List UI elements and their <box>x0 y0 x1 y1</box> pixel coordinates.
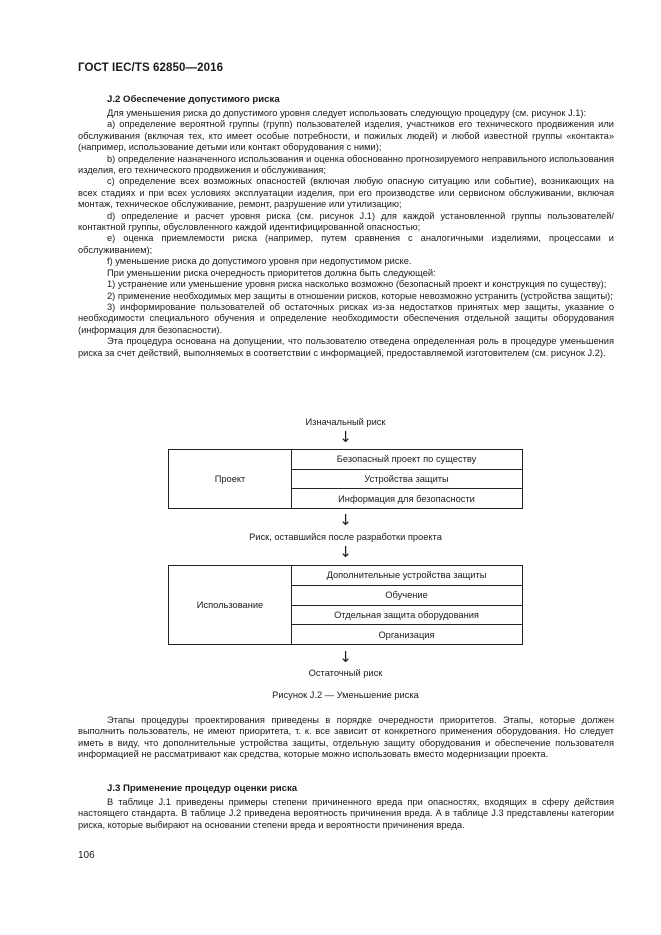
list-item-a: a) определение вероятной группы (групп) пользователей изделия, участников его технического продвижения или обслуживания (включая тех, кто имеет особые потребности, и пожилых людей) и любой известной группы «контакта» (например, использование детьми или контакт оборудования с ними); <box>78 119 614 153</box>
design-label: Проект <box>169 450 292 508</box>
list-item-e: e) оценка приемлемости риска (например, путем сравнения с аналогичными изделиями, процессами и обслуживанием); <box>78 233 614 255</box>
page-number: 106 <box>78 850 95 861</box>
list-item-c: c) определение всех возможных опасностей (включая любую опасную ситуацию или событие), возникающих на всех стадиях и при всех условиях эксплуатации изделия, при его производстве или сервисном обслуживании, включая монтаж, техническое обслуживание, ремонт, разрушение или утилизацию; <box>78 176 614 210</box>
section-j3-title: J.3 Применение процедур оценки риска <box>107 783 298 794</box>
design-box <box>168 449 523 509</box>
residual-risk-label: Остаточный риск <box>308 668 383 678</box>
paragraph: Для уменьшения риска до допустимого уровня следует использовать следующую процедуру (см. рисунок J.1): <box>107 108 587 118</box>
use-row: Организация <box>378 629 435 640</box>
paragraph: Эта процедура основана на допущении, что пользователю отведена определенная роль в процедуре уменьшения риска за счет действий, выполняемых в соответствии с информацией, предоставляемой изготовителем (см. рисунок J.2). <box>78 336 614 358</box>
document-header: ГОСТ IEC/TS 62850—2016 <box>78 62 224 74</box>
design-row: Устройства защиты <box>291 470 522 490</box>
after-figure-body <box>78 715 614 761</box>
section-j3-body <box>78 797 614 831</box>
initial-risk-label: Изначальный риск <box>305 417 386 427</box>
use-box <box>168 565 523 645</box>
arrow-down-icon: ↓ <box>339 428 352 446</box>
paragraph: Этапы процедуры проектирования приведены в порядке очередности приоритетов. Этапы, которые должен выполнить пользователь, не имеют приоритета, т. к. все зависит от конкретного применения оборудования. Но следует иметь в виду, что дополнительные устройства защиты, отдельную защиту оборудования и обеспечение пользователя информацией не рассматривают как средства, которые можно использовать вместо модернизации проекта. <box>78 715 614 760</box>
list-item-b: b) определение назначенного использования и оценка обоснованно прогнозируемого неправильного использования изделия, его технического продвижения и обслуживания; <box>78 153 614 176</box>
arrow-down-icon: ↓ <box>339 543 352 561</box>
design-row: Информация для безопасности <box>338 493 475 504</box>
use-row: Обучение <box>291 586 522 606</box>
list-item-d: d) определение и расчет уровня риска (см. рисунок J.1) для каждой установленной группы пользователей/контактной группы, обусловленного каждой идентифицированной опасностью; <box>78 210 614 233</box>
use-label: Использование <box>169 566 292 644</box>
section-j2-body <box>78 108 614 359</box>
use-row: Дополнительные устройства защиты <box>291 566 522 586</box>
design-row: Безопасный проект по существу <box>291 450 522 470</box>
paragraph: В таблице J.1 приведены примеры степени причиненного вреда при опасностях, входящих в сферу действия настоящего стандарта. В таблице J.2 приведена вероятность причинения вреда. А в таблице J.3 представлены категории риска, которые выбирают на основании степени вреда и вероятности причинения вреда. <box>78 797 614 830</box>
arrow-down-icon: ↓ <box>339 511 352 529</box>
arrow-down-icon: ↓ <box>339 648 352 666</box>
priority-item-3: 3) информирование пользователей об остаточных рисках из-за недостатков принятых мер защиты, указание о необходимости специального обучения и определение необходимости обеспечения отдельной защиты оборудования (информация для безопасности). <box>78 301 614 335</box>
list-item-f: f) уменьшение риска до допустимого уровня при недопустимом риске. <box>107 256 412 267</box>
priority-item-2: 2) применение необходимых мер защиты в отношении рисков, которые невозможно устранить (устройства защиты); <box>107 290 613 301</box>
priority-item-1: 1) устранение или уменьшение уровня риска насколько возможно (безопасный проект и конструкция по существу); <box>107 279 607 290</box>
after-design-risk-label: Риск, оставшийся после разработки проекта <box>249 532 442 542</box>
figure-caption: Рисунок J.2 — Уменьшение риска <box>272 690 419 700</box>
paragraph: При уменьшении риска очередность приоритетов должна быть следующей: <box>107 267 436 278</box>
section-j2-title: J.2 Обеспечение допустимого риска <box>107 94 280 105</box>
use-row: Отдельная защита оборудования <box>291 606 522 626</box>
